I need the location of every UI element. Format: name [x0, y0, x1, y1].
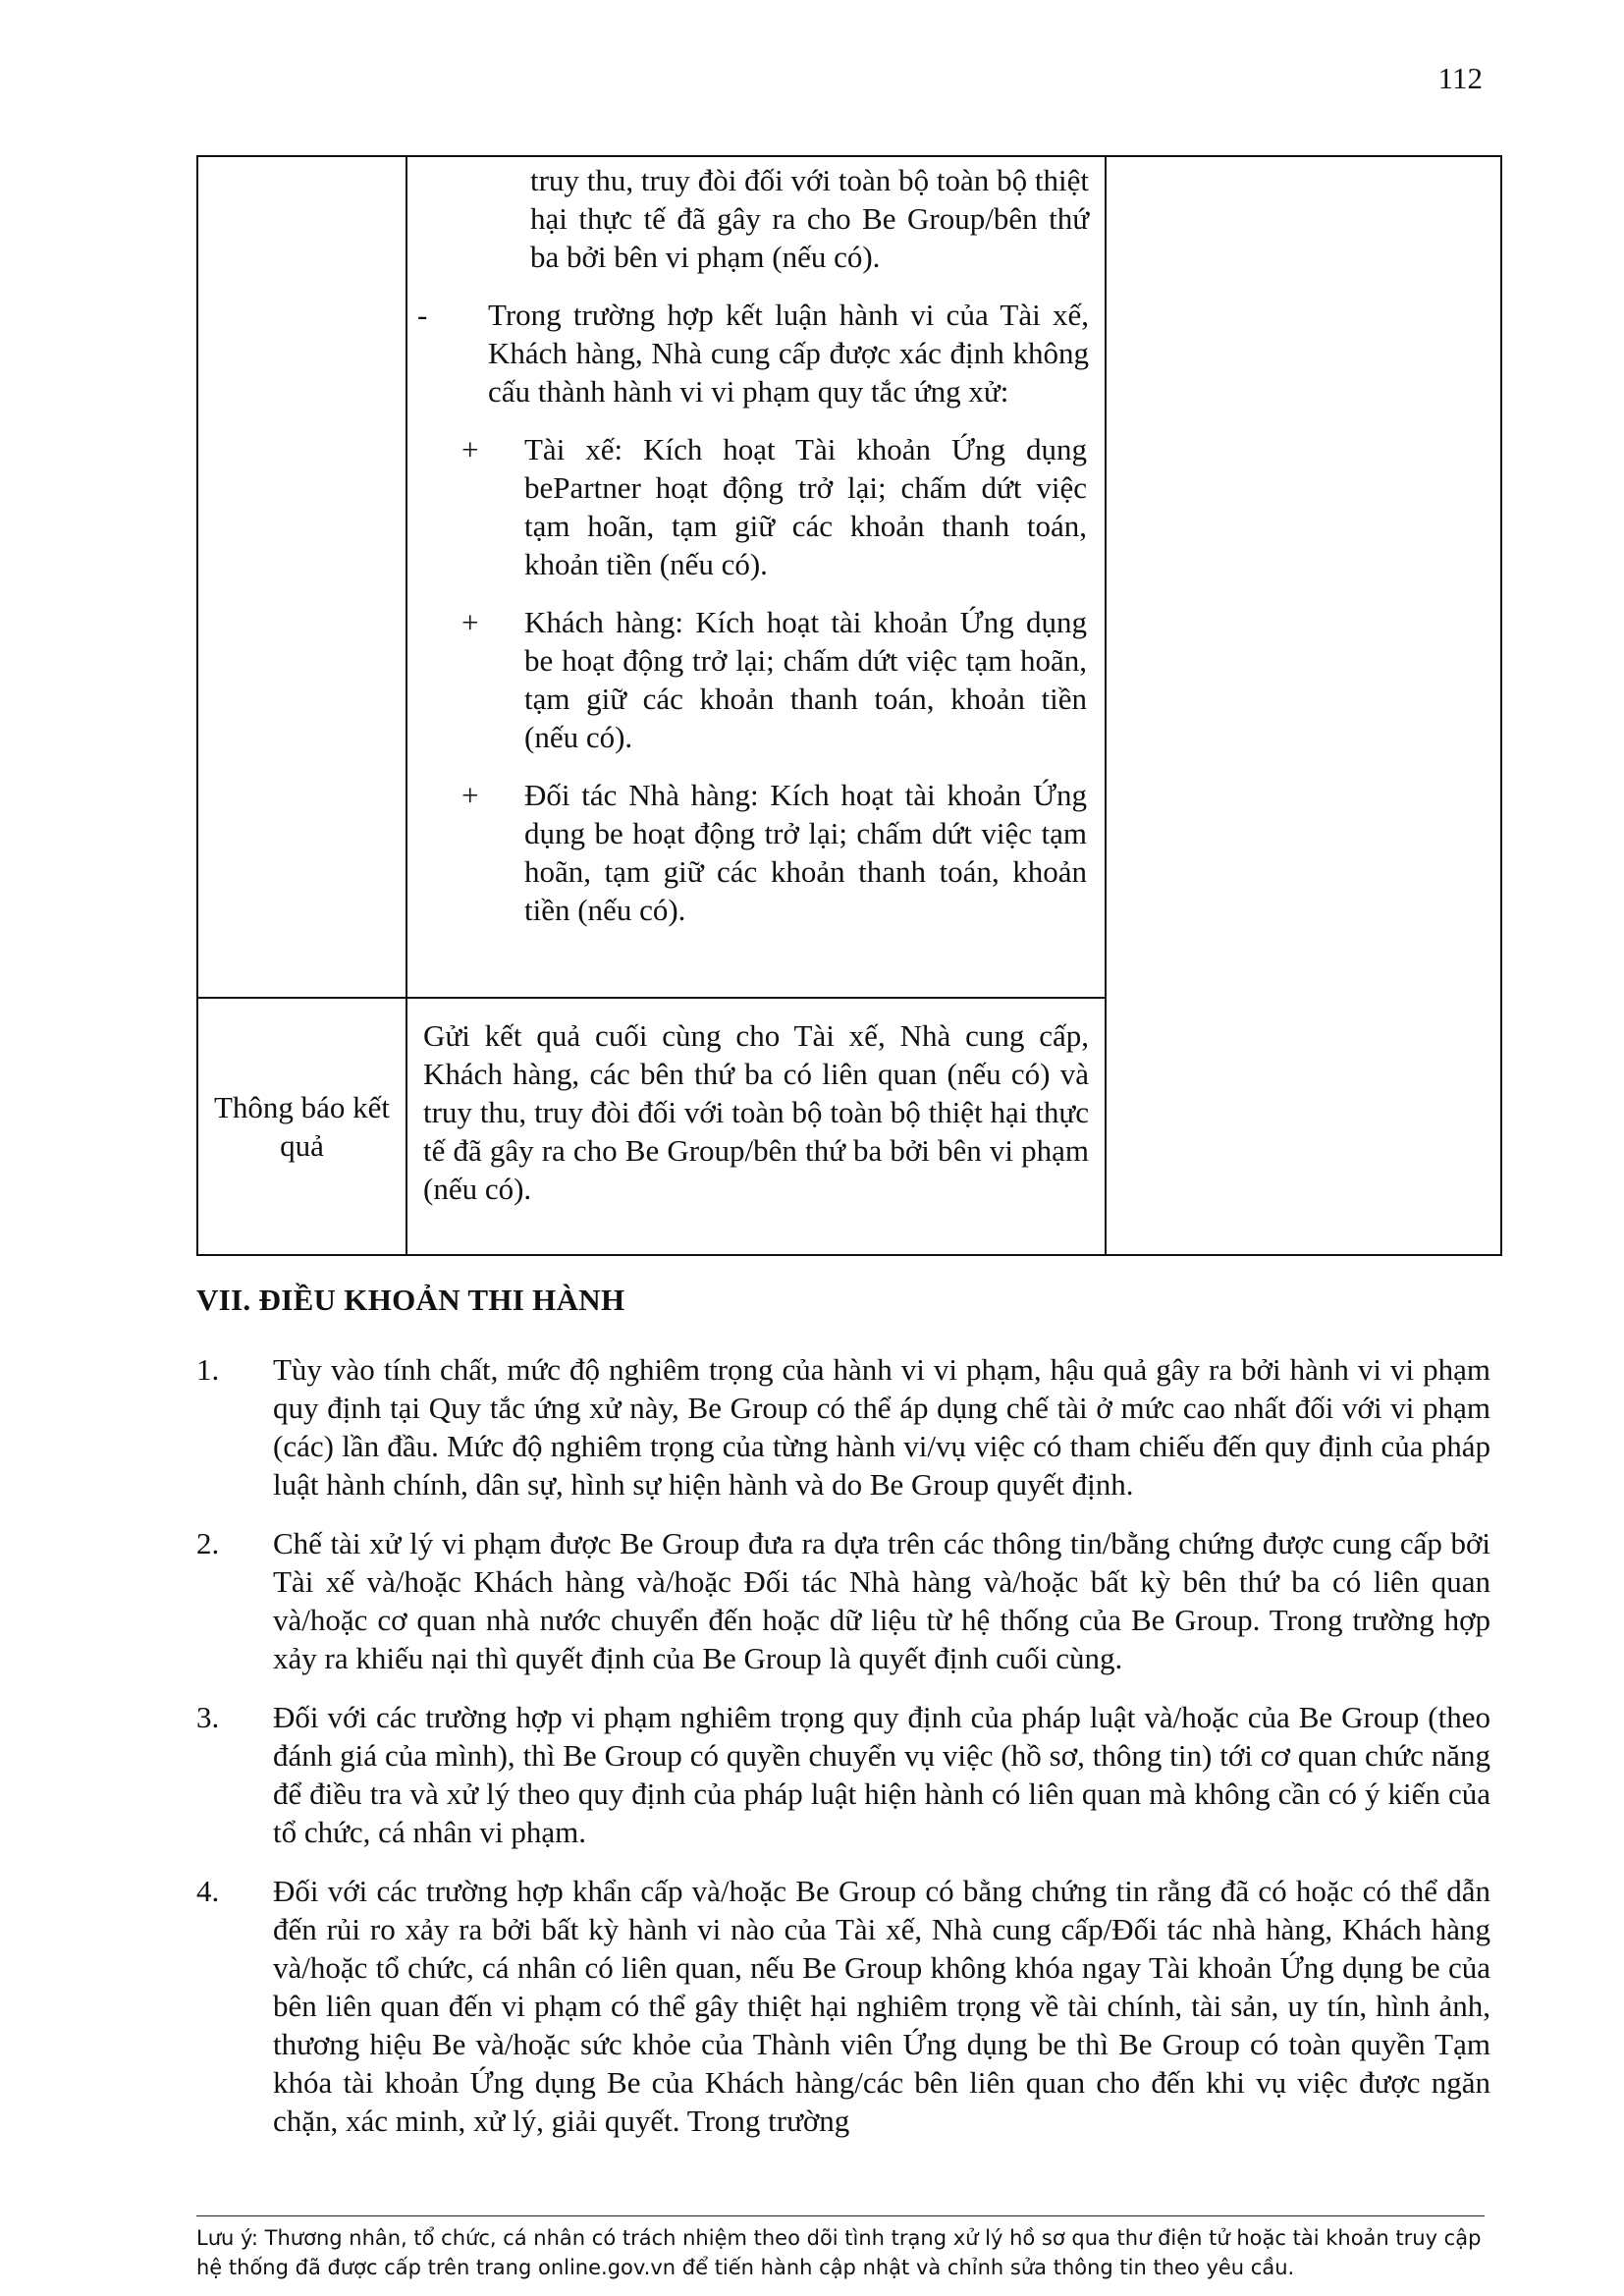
dash-bullet: -: [417, 298, 428, 332]
result-notice-text: Gửi kết quả cuối cùng cho Tài xế, Nhà cung cấp, Khách hàng, các bên thứ ba có liên quan (nếu có) và truy thu, truy đòi đối với toàn bộ toàn bộ thiệt hại thực tế đã gây ra cho Be Group/bên thứ ba bởi bên vi phạm (nếu có).: [406, 998, 1106, 1255]
plus-bullet: +: [461, 778, 479, 812]
plus-list-item-restaurant: [407, 776, 1105, 929]
table-cell-content: [406, 156, 1106, 998]
clause-text: Tùy vào tính chất, mức độ nghiêm trọng của hành vi vi phạm, hậu quả gây ra bởi hành vi vi phạm quy định tại Quy tắc ứng xử này, Be Group có thể áp dụng chế tài ở mức cao nhất đối với vi phạm (các) lần đầu. Mức độ nghiêm trọng của từng hành vi/vụ việc có tham chiếu đến quy định của pháp luật hành chính, dân sự, hình sự hiện hành và do Be Group quyết định.: [273, 1352, 1490, 1502]
page-number: 112: [1437, 61, 1483, 95]
footer-divider: [196, 2215, 1485, 2216]
footer-note: Lưu ý: Thương nhân, tổ chức, cá nhân có trách nhiệm theo dõi tình trạng xử lý hồ sơ qua thư điện tử hoặc tài khoản truy cập hệ thống đã được cấp trên trang online.gov.vn để tiến hành cập nhật và chỉnh sửa thông tin theo yêu cầu.: [196, 2226, 1482, 2279]
section-heading: VII. ĐIỀU KHOẢN THI HÀNH: [196, 1283, 625, 1317]
clause-list: [196, 1350, 1490, 2160]
dash-item-text: Trong trường hợp kết luận hành vi của Tài xế, Khách hàng, Nhà cung cấp được xác định không cấu thành hành vi vi phạm quy tắc ứng xử:: [488, 298, 1089, 409]
plus-item-text: Tài xế: Kích hoạt Tài khoản Ứng dụng bePartner hoạt động trở lại; chấm dứt việc tạm hoãn, tạm giữ các khoản thanh toán, khoản tiền (nếu có).: [524, 432, 1087, 581]
plus-list-item-driver: [407, 430, 1105, 583]
clause-item: [196, 1872, 1490, 2140]
plus-bullet: +: [461, 605, 479, 639]
table-cell-right-empty: [1106, 156, 1501, 1255]
clause-item: [196, 1698, 1490, 1851]
result-notice-label: Thông báo kết quả: [197, 998, 406, 1255]
table-cell-label-empty: [197, 156, 406, 998]
clause-item: [196, 1350, 1490, 1503]
clause-number: 1.: [196, 1352, 220, 1387]
clause-number: 2.: [196, 1526, 220, 1560]
clause-number: 3.: [196, 1700, 220, 1734]
clause-number: 4.: [196, 1874, 220, 1908]
dash-list-item: [407, 296, 1105, 410]
table-row: [197, 156, 1501, 998]
procedure-table: [196, 155, 1502, 1256]
plus-item-text: Khách hàng: Kích hoạt tài khoản Ứng dụng be hoạt động trở lại; chấm dứt việc tạm hoãn, tạm giữ các khoản thanh toán, khoản tiền (nếu có).: [524, 605, 1087, 754]
clause-text: Chế tài xử lý vi phạm được Be Group đưa ra dựa trên các thông tin/bằng chứng được cung cấp bởi Tài xế và/hoặc Khách hàng và/hoặc Đối tác Nhà hàng và/hoặc bất kỳ bên thứ ba có liên quan và/hoặc cơ quan nhà nước chuyển đến hoặc dữ liệu từ hệ thống của Be Group. Trong trường hợp xảy ra khiếu nại thì quyết định của Be Group là quyết định cuối cùng.: [273, 1526, 1490, 1675]
continuation-text: truy thu, truy đòi đối với toàn bộ toàn bộ thiệt hại thực tế đã gây ra cho Be Group/bên thứ ba bởi bên vi phạm (nếu có).: [530, 163, 1089, 274]
clause-item: [196, 1524, 1490, 1677]
clause-text: Đối với các trường hợp khẩn cấp và/hoặc Be Group có bằng chứng tin rằng đã có hoặc có thể dẫn đến rủi ro xảy ra bởi bất kỳ hành vi nào của Tài xế, Nhà cung cấp/Đối tác nhà hàng, Khách hàng và/hoặc tổ chức, cá nhân có liên quan, nếu Be Group không khóa ngay Tài khoản Ứng dụng be của bên liên quan đến vi phạm có thể gây thiệt hại nghiêm trọng về tài chính, tài sản, uy tín, hình ảnh, thương hiệu Be và/hoặc sức khỏe của Thành viên Ứng dụng be thì Be Group có toàn quyền Tạm khóa tài khoản Ứng dụng Be của Khách hàng/các bên liên quan cho đến khi vụ việc được ngăn chặn, xác minh, xử lý, giải quyết. Trong trường: [273, 1874, 1490, 2138]
clause-text: Đối với các trường hợp vi phạm nghiêm trọng quy định của pháp luật và/hoặc của Be Group (theo đánh giá của mình), thì Be Group có quyền chuyển vụ việc (hồ sơ, thông tin) tới cơ quan chức năng để điều tra và xử lý theo quy định của pháp luật hiện hành có liên quan mà không cần có ý kiến của tổ chức, cá nhân vi phạm.: [273, 1700, 1490, 1849]
plus-bullet: +: [461, 432, 479, 466]
plus-list-item-customer: [407, 603, 1105, 756]
plus-item-text: Đối tác Nhà hàng: Kích hoạt tài khoản Ứng dụng be hoạt động trở lại; chấm dứt việc tạm hoãn, tạm giữ các khoản thanh toán, khoản tiền (nếu có).: [524, 778, 1087, 927]
